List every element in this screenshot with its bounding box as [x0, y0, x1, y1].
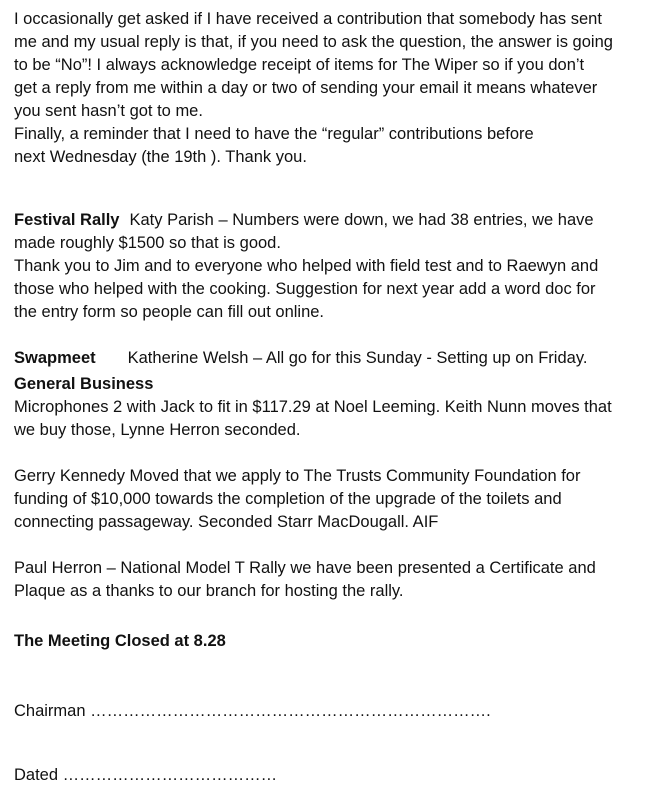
meeting-closed-text: The Meeting Closed at 8.28: [14, 632, 226, 650]
festival-rally-line: the entry form so people can fill out online.: [14, 303, 325, 321]
general-business-line: connecting passageway. Seconded Starr MacDougall. AIF: [14, 513, 439, 531]
general-business-line: Paul Herron – National Model T Rally we have been presented a Certificate and: [14, 559, 596, 577]
festival-rally-heading: Festival Rally: [14, 211, 120, 229]
intro-line: get a reply from me within a day or two of sending your email it means whatever: [14, 79, 598, 97]
chairman-signature-line: Chairman ……………………………………………………………….: [14, 702, 491, 720]
general-business-line: we buy those, Lynne Herron seconded.: [14, 421, 301, 439]
intro-line: to be “No”! I always acknowledge receipt of items for The Wiper so if you don’t: [14, 56, 585, 74]
intro-line: next Wednesday (the 19th ). Thank you.: [14, 148, 307, 166]
document-body: [14, 8, 636, 603]
festival-rally-section: [14, 209, 636, 324]
intro-line: I occasionally get asked if I have received a contribution that somebody has sent: [14, 10, 602, 28]
dated-signature-line: Dated …………………………………: [14, 766, 278, 784]
general-business-line: Gerry Kennedy Moved that we apply to The Trusts Community Foundation for: [14, 467, 581, 485]
intro-line: you sent hasn’t got to me.: [14, 102, 203, 120]
swapmeet-line: [14, 347, 636, 370]
festival-rally-line: Katy Parish – Numbers were down, we had 38 entries, we have: [129, 211, 594, 229]
general-business-section: [14, 373, 636, 603]
intro-line: Finally, a reminder that I need to have the “regular” contributions before: [14, 125, 534, 143]
general-business-heading: General Business: [14, 375, 154, 393]
general-business-line: Microphones 2 with Jack to fit in $117.29 at Noel Leeming. Keith Nunn moves that: [14, 398, 612, 416]
intro-paragraph: [14, 8, 636, 169]
general-business-line: funding of $10,000 towards the completion of the upgrade of the toilets and: [14, 490, 562, 508]
general-business-line: Plaque as a thanks to our branch for hosting the rally.: [14, 582, 404, 600]
intro-line: me and my usual reply is that, if you need to ask the question, the answer is going: [14, 33, 613, 51]
festival-rally-line: those who helped with the cooking. Suggestion for next year add a word doc for: [14, 280, 596, 298]
festival-rally-line: made roughly $1500 so that is good.: [14, 234, 281, 252]
festival-rally-line: Thank you to Jim and to everyone who helped with field test and to Raewyn and: [14, 257, 599, 275]
festival-rally-first-line: [14, 209, 636, 232]
swapmeet-text: Katherine Welsh – All go for this Sunday - Setting up on Friday.: [127, 349, 588, 367]
swapmeet-section: [14, 347, 636, 370]
swapmeet-heading: Swapmeet: [14, 349, 96, 367]
